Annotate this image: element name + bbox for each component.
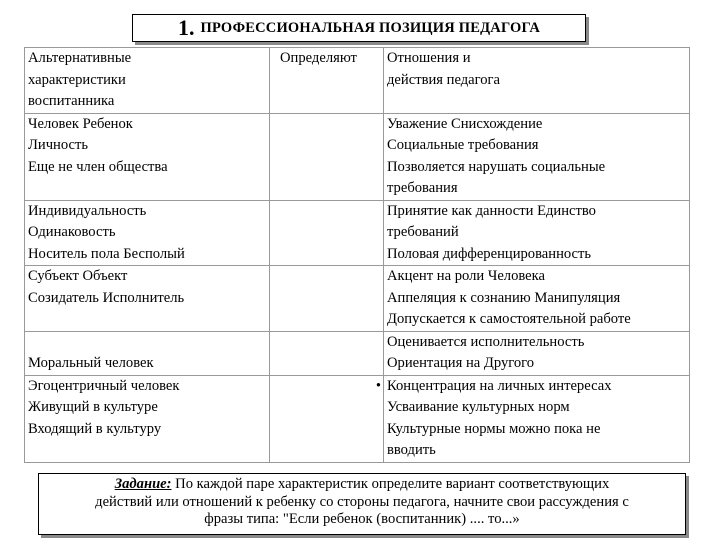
task-text-3: фразы типа: "Если ребенок (воспитанник) .... то...» (204, 511, 520, 527)
characteristics-cell: Субъект Объект Созидатель Исполнитель (25, 266, 270, 332)
task-text-2: действий или отношений к ребенку со стороны педагога, начните свои рассуждения с (95, 493, 629, 510)
position-table (24, 47, 690, 463)
determine-cell: Определяют (270, 48, 384, 114)
characteristics-cell: Индивидуальность Одинаковость Носитель пола Бесполый (25, 200, 270, 266)
attitude-cell: Отношения и действия педагога (384, 48, 690, 114)
characteristics-cell: Моральный человек (25, 331, 270, 375)
table-row (25, 48, 690, 114)
table-row (25, 200, 690, 266)
attitude-cell: Уважение Снисхождение Социальные требования Позволяется нарушать социальные требования (384, 113, 690, 200)
bullet-dot: • (375, 377, 381, 394)
task-text-1: По каждой паре характеристик определите вариант соответствующих (171, 476, 610, 492)
attitude-cell: Принятие как данности Единство требований Половая дифференцированность (384, 200, 690, 266)
task-label: Задание: (114, 476, 172, 492)
determine-cell (270, 200, 384, 266)
characteristics-cell: Человек Ребенок Личность Еще не член общества (25, 113, 270, 200)
attitude-cell: Концентрация на личных интересах Усваивание культурных норм Культурные нормы можно пока не вводить (384, 375, 690, 462)
attitude-cell: Акцент на роли Человека Аппеляция к сознанию Манипуляция Допускается к самостоятельной работе (384, 266, 690, 332)
determine-cell (270, 266, 384, 332)
determine-cell (270, 113, 384, 200)
slide-title (132, 14, 586, 42)
characteristics-cell: Эгоцентричный человек Живущий в культуре Входящий в культуру (25, 375, 270, 462)
table-row (25, 331, 690, 375)
table-row (25, 375, 690, 462)
task-box (38, 473, 686, 535)
table-row (25, 266, 690, 332)
title-text: ПРОФЕССИОНАЛЬНАЯ ПОЗИЦИЯ ПЕДАГОГА (200, 19, 541, 36)
determine-cell (270, 375, 384, 462)
table-row (25, 113, 690, 200)
characteristics-cell: Альтернативные характеристики воспитанника (25, 48, 270, 114)
determine-cell (270, 331, 384, 375)
attitude-cell: Оценивается исполнительность Ориентация на Другого (384, 331, 690, 375)
title-number: 1. (177, 15, 195, 40)
